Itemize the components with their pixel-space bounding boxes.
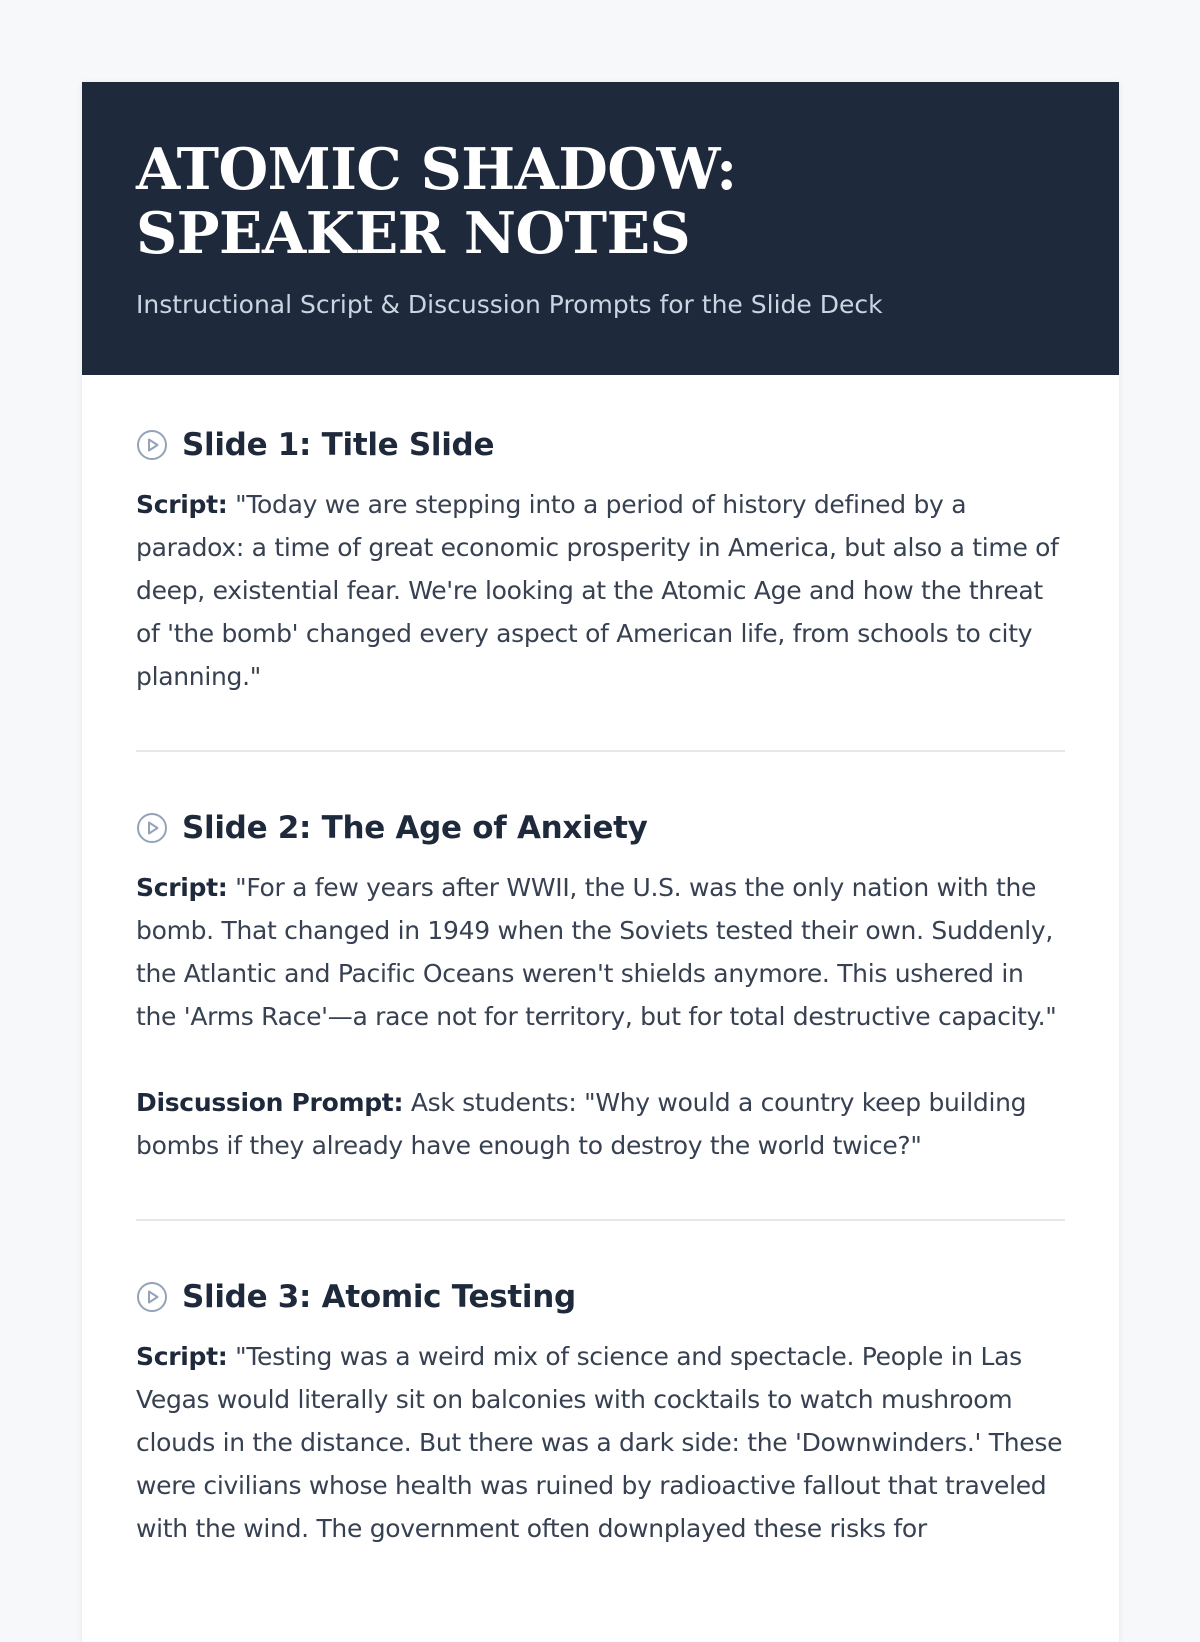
play-circle-icon — [136, 429, 168, 461]
discussion-prompt-paragraph — [136, 1081, 1065, 1167]
script-text: "For a few years after WWII, the U.S. was the only nation with the bomb. That changed in 1949 when the Soviets tested their own. Suddenly, the Atlantic and Pacific Oceans weren't shields anymore. This ushered in the 'Arms Race'—a race not for territory, but for total destructive capacity." — [136, 873, 1057, 1031]
slide-section-1 — [136, 427, 1065, 752]
script-text: "Today we are stepping into a period of history defined by a paradox: a time of great economic prosperity in America, but also a time of deep, existential fear. We're looking at the Atomic Age and how the threat of 'the bomb' changed every aspect of American life, from schools to city planning." — [136, 490, 1059, 691]
slide-heading-1 — [136, 427, 1065, 463]
script-paragraph — [136, 483, 1065, 698]
slide-title: Slide 1: Title Slide — [182, 427, 495, 463]
script-paragraph — [136, 1335, 1065, 1550]
page-header — [82, 82, 1119, 375]
discussion-prompt-label: Discussion Prompt: — [136, 1088, 404, 1117]
script-text: "Testing was a weird mix of science and spectacle. People in Las Vegas would literally sit on balconies with cocktails to watch mushroom clouds in the distance. But there was a dark side: the 'Downwinders.' These were civilians whose health was ruined by radioactive fallout that traveled with the wind. The government often downplayed these risks for — [136, 1342, 1063, 1543]
discussion-prompt-text: Ask students: "Why would a country keep building bombs if they already have enough to destroy the world twice?" — [136, 1088, 1027, 1160]
page-title: ATOMIC SHADOW: SPEAKER NOTES — [136, 136, 737, 267]
script-label: Script: — [136, 873, 228, 902]
slide-section-2 — [136, 810, 1065, 1221]
script-label: Script: — [136, 490, 228, 519]
script-label: Script: — [136, 1342, 228, 1371]
slide-heading-2 — [136, 810, 1065, 846]
play-circle-icon — [136, 812, 168, 844]
script-paragraph — [136, 866, 1065, 1038]
slide-heading-3 — [136, 1279, 1065, 1315]
play-circle-icon — [136, 1281, 168, 1313]
slide-title: Slide 3: Atomic Testing — [182, 1279, 576, 1315]
speaker-notes-card — [82, 82, 1119, 1642]
slide-section-3 — [136, 1279, 1065, 1602]
page-subtitle: Instructional Script & Discussion Prompts for the Slide Deck — [136, 290, 883, 319]
slide-title: Slide 2: The Age of Anxiety — [182, 810, 648, 846]
notes-content — [82, 375, 1119, 1602]
